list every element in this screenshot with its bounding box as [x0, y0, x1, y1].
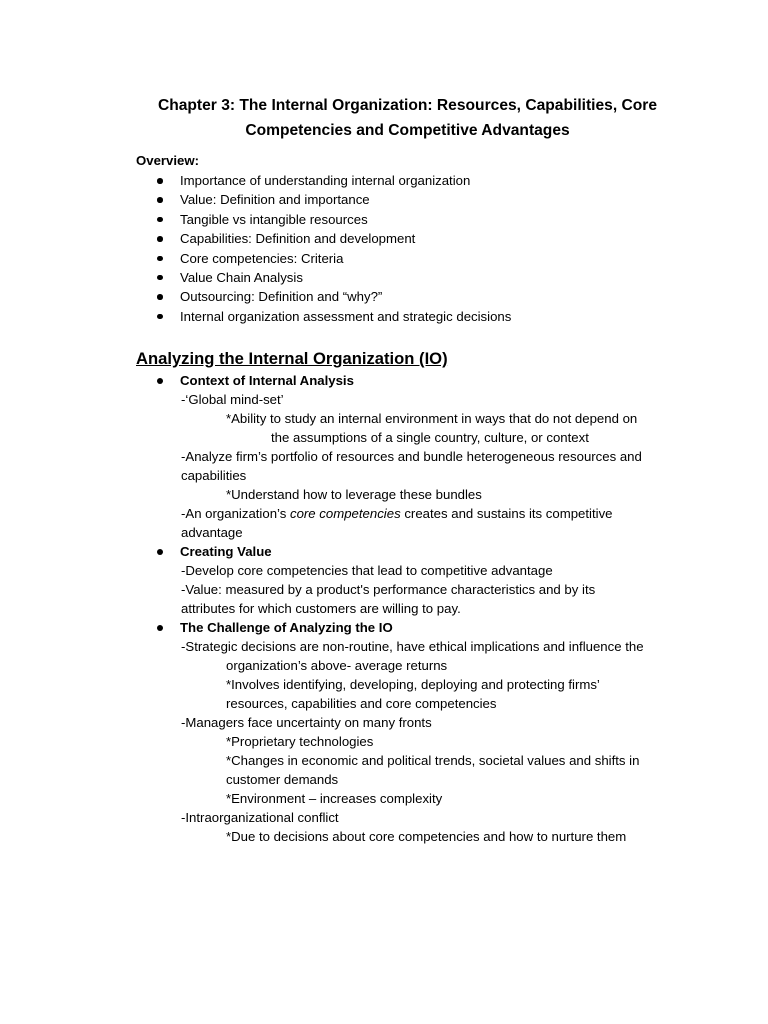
text-segment: -An organization’s [181, 506, 290, 521]
challenge-line: *Environment – increases complexity [226, 791, 443, 806]
value-line: attributes for which customers are willing to pay. [181, 601, 461, 616]
context-section [0, 371, 768, 390]
challenge-line: -Intraorganizational conflict [181, 810, 339, 825]
value-line: -Develop core competencies that lead to competitive advantage [181, 563, 553, 578]
overview-item: Outsourcing: Definition and “why?” [0, 287, 511, 306]
title-line-2: Competencies and Competitive Advantages [245, 121, 570, 139]
challenge-line: *Due to decisions about core competencies and how to nurture them [226, 829, 627, 844]
value-section [0, 542, 768, 561]
challenge-line: organization’s above- average returns [226, 658, 448, 673]
context-line: the assumptions of a single country, culture, or context [271, 430, 589, 445]
title-line-1: Chapter 3: The Internal Organization: Resources, Capabilities, Core [157, 97, 658, 114]
context-line: *Ability to study an internal environment in ways that do not depend on [226, 411, 638, 426]
overview-list [0, 171, 511, 326]
overview-item: Value: Definition and importance [0, 190, 511, 209]
challenge-line: customer demands [226, 772, 339, 787]
value-line: -Value: measured by a product's performance characteristics and by its [181, 582, 596, 597]
challenge-line: -Strategic decisions are non-routine, have ethical implications and influence the [181, 639, 644, 654]
challenge-section [0, 618, 768, 637]
overview-item: Value Chain Analysis [0, 268, 511, 287]
challenge-line: resources, capabilities and core competencies [226, 696, 497, 711]
context-line: -Analyze firm’s portfolio of resources and bundle heterogeneous resources and [181, 449, 642, 464]
challenge-line: -Managers face uncertainty on many fronts [181, 715, 432, 730]
overview-item: Internal organization assessment and strategic decisions [0, 307, 511, 326]
overview-item: Core competencies: Criteria [0, 249, 511, 268]
overview-item: Importance of understanding internal organization [0, 171, 511, 190]
section-heading: Analyzing the Internal Organization (IO) [136, 349, 448, 368]
overview-heading: Overview: [136, 153, 200, 168]
challenge-line: *Changes in economic and political trends, societal values and shifts in [226, 753, 640, 768]
overview-item: Tangible vs intangible resources [0, 210, 511, 229]
context-line: -‘Global mind-set’ [181, 392, 284, 407]
challenge-heading: The Challenge of Analyzing the IO [0, 618, 768, 637]
challenge-line: *Involves identifying, developing, deploying and protecting firms’ [226, 677, 600, 692]
context-line: advantage [181, 525, 243, 540]
value-heading: Creating Value [0, 542, 768, 561]
challenge-line: *Proprietary technologies [226, 734, 374, 749]
overview-item: Capabilities: Definition and development [0, 229, 511, 248]
context-line: *Understand how to leverage these bundles [226, 487, 482, 502]
text-segment: creates and sustains its competitive [400, 506, 613, 521]
emphasized-text: core competencies [289, 506, 401, 521]
page-title [100, 94, 715, 143]
context-line [181, 504, 613, 523]
context-heading: Context of Internal Analysis [0, 371, 768, 390]
context-line: capabilities [181, 468, 247, 483]
